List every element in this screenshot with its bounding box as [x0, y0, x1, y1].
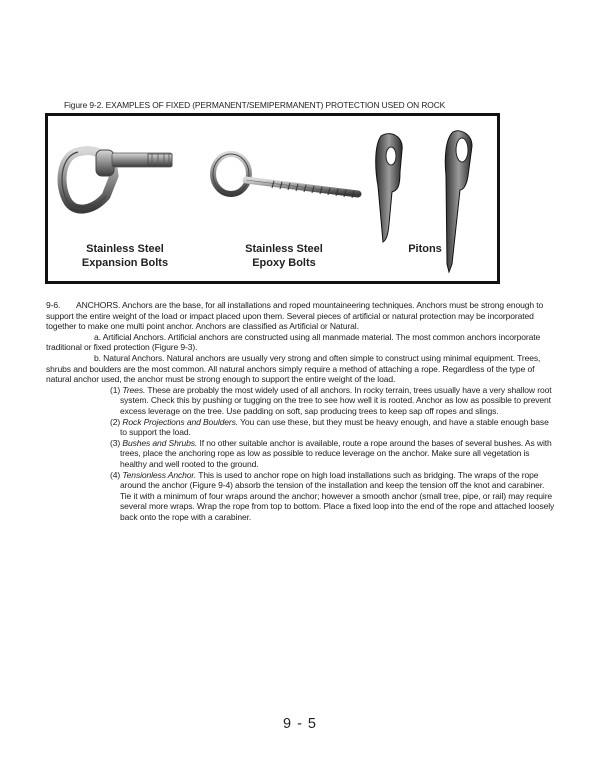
- artificial-anchors-paragraph: a. Artificial Anchors. Artificial anchors are constructed using all manmade material. The most common anchors incorporate traditional or fixed protection (Figure 9-3).: [46, 331, 541, 353]
- section-intro: 9-6. ANCHORS. Anchors are the base, for all installations and roped mountaineering techniques. Anchors must be strong enough to support the entire weight of the load or impact placed upon them. Several pieces of artificial or natural protection may be incorporated together to make one multi point anchor. Anchors are classified as Artificial or Natural.: [46, 300, 544, 332]
- figure-panel: [45, 113, 500, 284]
- natural-anchor-list: [46, 385, 556, 523]
- list-item: (2) Rock Projections and Boulders. You can use these, but they must be heavy enough, and have a stable enough base to support the load.: [110, 416, 549, 438]
- natural-anchors-paragraph: b. Natural Anchors. Natural anchors are usually very strong and often simple to construct using minimal equipment. Trees, shrubs and boulders are the most common. All natural anchors simply require a method of attaching a rope. Regardless of the type of natural anchor used, the anchor must be strong enough to support the entire weight of the load.: [46, 352, 541, 385]
- epoxy-bolts-label: Stainless Steel Epoxy Bolts: [245, 243, 323, 269]
- figure-caption: Figure 9-2. EXAMPLES OF FIXED (PERMANENT/SEMIPERMANENT) PROTECTION USED ON ROCK: [64, 100, 446, 110]
- list-item: (1) Trees. These are probably the most widely used of all anchors. In rocky terrain, trees usually have a very shallow root system. Check this by pushing or tugging on the tree to see how well it is rooted. Anchor as low as possible to prevent excess leverage on the tree. Use padding on soft, sap producing trees to keep sap off ropes and slings.: [110, 384, 552, 416]
- piton-image: [376, 134, 402, 242]
- page-number: 9 - 5: [282, 716, 317, 732]
- expansion-bolts-label: Stainless Steel Expansion Bolts: [81, 243, 169, 269]
- pitons-label: Pitons: [408, 243, 442, 255]
- epoxy-bolt-image: [213, 154, 358, 198]
- expansion-bolt-image: [62, 150, 172, 209]
- list-item: (3) Bushes and Shrubs. If no other suitable anchor is available, route a rope around the bases of several bushes. As with trees, place the anchoring rope as low as possible to reduce leverage on the anchor. Make sure all vegetation is healthy and well rooted to the ground.: [110, 437, 552, 469]
- list-item: (4) Tensionless Anchor. This is used to anchor rope on high load installations such as bridging. The wraps of the rope around the anchor (Figure 9-4) absorb the tension of the installation and keep the tension off the knot and carabiner. Tie it with a minimum of four wraps around the anchor; however a smooth anchor (small tree, pipe, or rail) may require several more wraps. Wrap the rope from top to bottom. Place a fixed loop into the end of the rope and attached loosely back onto the rope with a carabiner.: [110, 469, 555, 522]
- section-text: [46, 300, 556, 522]
